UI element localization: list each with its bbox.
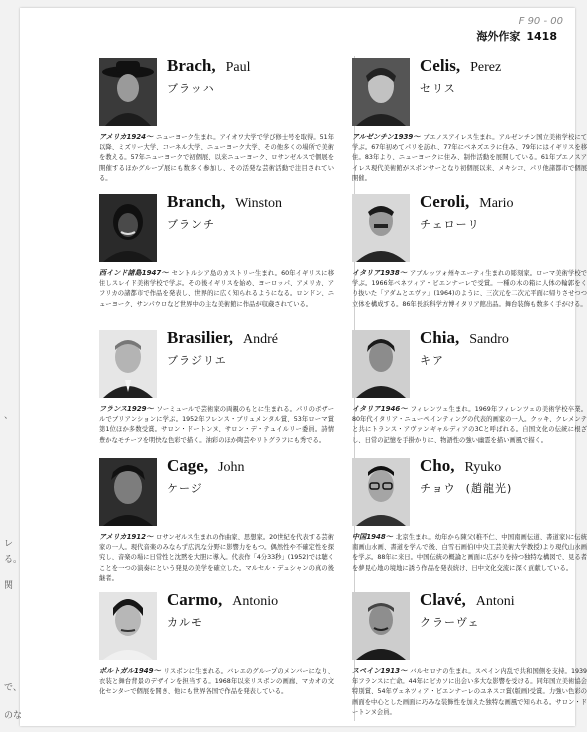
artist-bio-text: ブエノスアイレス生まれ。アルゼンチン国立美術学校にて学ぶ。67年初めてパリを訪れ、77年にベネズエラに住み、79年にはイギリスを移住。83年より、ニューヨークに住み、制作活動を展開している。61年ブエノスアイレス現代美術館がスポンサーとなり初個展以来、メキシコ、パリ他諸都市で個展開催。	[352, 134, 587, 182]
artist-bio-text: アブルッツォ州キエーティ生まれの彫刻家。ローマ美術学校で学ぶ。1966年ベネツィア・ビエンナーレで受賞。一種の木の箱に人体の輪郭をくり抜いた「アダムとエヴァ」(1964)のように、三次元を二次元平面に帰りさせつつ立体を構成する。86年長浜科学方博イタリア館出品。舞台装飾も数多く手がける。	[352, 270, 587, 308]
margin-note: のな	[4, 711, 23, 721]
artist-entry-chia	[352, 330, 587, 466]
artist-portrait	[352, 58, 410, 126]
artist-origin: アメリカ1912〜	[99, 533, 154, 541]
artist-entry-carmo	[99, 592, 334, 728]
artist-bio-text: リスボンに生まれる。バレエのグループのメンバーになり、衣装と舞台背景のデザインを担当する。1968年以来リスボンの画廊、マカオの文化センターで個展を開き、他にも世界各国で作品を発表している。	[99, 668, 334, 696]
artist-origin: ポルトガル1949〜	[99, 667, 161, 675]
artist-kana: キア	[420, 354, 444, 367]
artist-kana: チェローリ	[420, 218, 480, 231]
artist-bio-text: ロサンゼルス生まれの作曲家、思想家。20世紀を代表する芸術家の一人。現代音楽のみならず広汎な分野に影響力をもつ。偶然性や不確定性を探究し、音楽の場に日常性と沈黙を大胆に導入。代表作「4分33秒」(1952)では聴くことを一つの演奏にという発見の美学を確立した。マルセル・デュシャンの真の後継者。	[99, 534, 334, 582]
artist-portrait	[99, 458, 157, 526]
artist-bio-text: セントルシア島のカストリー生まれ。60年イギリスに移住しスレイド美術学校で学ぶ。その後イギリスを始め、ヨーロッパ、アメリカ、アフリカの諸都市で作品を発表し、世界的に広く知られるようになる。ロンドン、ニューヨーク、サンパウロなど世界中の主な美術館に作品が収蔵されている。	[99, 270, 335, 308]
artist-surname: Ceroli,	[420, 192, 470, 211]
artist-origin: アルゼンチン1939〜	[352, 133, 421, 141]
artist-bio	[99, 404, 334, 446]
artist-surname: Chia,	[420, 328, 460, 347]
artist-surname: Brach,	[167, 56, 216, 75]
artist-surname: Brasilier,	[167, 328, 233, 347]
artist-surname: Cage,	[167, 456, 209, 475]
artist-surname: Cho,	[420, 456, 455, 475]
artist-name	[420, 328, 587, 368]
artist-kana: ブラッハ	[167, 82, 215, 95]
artist-given-name: John	[218, 460, 245, 475]
artist-bio	[99, 268, 334, 310]
artist-bio-text: ソーミュールで芸術家の両親のもとに生まれる。パリのボザールでブリアンションに学ぶ。1952年フレンス・ブリュメンタル賞、53年ローマ賞第1位ほか多数受賞。サロン・ドートンヌ、サロン・デ・テュイルリー委員。詩情豊かなモチーフを明快な色彩で描く。油彩のほか陶芸やリトグラフにも秀でる。	[99, 406, 334, 444]
artist-given-name: Perez	[470, 60, 502, 75]
artist-origin: イタリア1946〜	[352, 405, 408, 413]
artist-surname: Carmo,	[167, 590, 223, 609]
artist-entry-clave	[352, 592, 587, 728]
artist-origin: フランス1929〜	[99, 405, 154, 413]
artist-given-name: Winston	[235, 196, 282, 211]
artist-surname: Branch,	[167, 192, 226, 211]
document-page	[4, 8, 587, 726]
artist-bio	[352, 532, 587, 574]
artist-bio-text: フィレンツェ生まれ。1969年フィレンツェの美術学校卒業。80年代イタリア・ニューペインティングの代表的画家の一人。クッキ、クレメンテと共にトランス・アヴァンギャルディアの3Cと呼ばれる。自国文化の伝統に根ざし、日常の記憶を手掛かりに、物語性の強い幽霊を描い画風で描く。	[352, 406, 587, 444]
artist-bio-text: ニューヨーク生まれ。アイオワ大学で学び修士号を取得。51年以降、ミズリー大学、コーネル大学、ニューヨーク大学、その他多くの場所で美術を教える。57年ニューヨークで初個展、以来ニューヨーク、ロサンゼルスで個展を開催するほかグループ展にも数多く参加し、その活発な芸術活動で注目されている。	[99, 134, 334, 182]
artist-name	[167, 328, 339, 368]
artist-name	[420, 456, 587, 496]
artist-kana: ケージ	[167, 482, 203, 495]
artist-kana: カルモ	[167, 616, 203, 629]
artist-given-name: Sandro	[469, 332, 509, 347]
artist-bio	[352, 404, 587, 446]
artist-given-name: Paul	[225, 60, 251, 75]
artist-portrait	[352, 592, 410, 660]
artist-portrait	[99, 592, 157, 660]
artist-kana: ブランチ	[167, 218, 215, 231]
artist-kana: ブラジリエ	[167, 354, 227, 367]
margin-note: レ	[4, 539, 14, 549]
artist-bio	[352, 268, 587, 310]
artist-entry-cage	[99, 458, 334, 594]
artist-given-name: André	[242, 332, 278, 347]
margin-note: 、	[4, 411, 14, 421]
artist-origin: スペイン1913〜	[352, 667, 408, 675]
artist-name	[420, 192, 587, 232]
artist-bio-text: バルセロナの生まれ。スペイン内乱で共和国側を支持。1939年フランスに亡命。44年にピカソに出会い多大な影響を受ける。同年国立美術協会特別賞、54年ヴェネツィア・ビエンナーレのユネスコ賞(版画)受賞。力強い色彩の画面を中心とした画面に巧みな装飾性を加えた独特な画風で知られる。サロン・ドートンヌ会員。	[352, 668, 587, 716]
artist-name	[420, 590, 587, 630]
running-header	[476, 28, 557, 44]
artist-entry-branch	[99, 194, 334, 330]
margin-note: 関	[4, 581, 14, 591]
artist-kana: セリス	[420, 82, 456, 95]
artist-origin: 西インド諸島1947〜	[99, 269, 169, 277]
artist-bio	[352, 666, 587, 718]
margin-note: で、	[4, 683, 22, 693]
artist-kanji: (趙龍光)	[465, 482, 513, 495]
artist-bio	[352, 132, 587, 184]
artist-bio	[99, 532, 334, 584]
artist-given-name: Antoni	[475, 594, 515, 609]
artist-entry-brach	[99, 58, 334, 194]
artist-name	[167, 192, 339, 232]
artist-name	[167, 56, 339, 96]
artist-name	[420, 56, 587, 96]
page-number: 1418	[526, 30, 557, 43]
artist-portrait	[99, 58, 157, 126]
artist-bio	[99, 666, 334, 698]
artist-surname: Clavé,	[420, 590, 466, 609]
artist-kana: チョウ	[420, 482, 456, 495]
artist-given-name: Mario	[479, 196, 514, 211]
artist-given-name: Ryuko	[464, 460, 502, 475]
artist-entry-celis	[352, 58, 587, 194]
artist-entry-cho	[352, 458, 587, 594]
margin-note: る。	[4, 555, 23, 565]
artist-portrait	[352, 194, 410, 262]
artist-surname: Celis,	[420, 56, 461, 75]
artist-portrait	[352, 458, 410, 526]
artist-origin: イタリア1938〜	[352, 269, 407, 277]
artist-kana: クラーヴェ	[420, 616, 480, 629]
artist-name	[167, 456, 339, 496]
artist-given-name: Antonio	[232, 594, 279, 609]
artist-portrait	[352, 330, 410, 398]
artist-portrait	[99, 194, 157, 262]
artist-entry-ceroli	[352, 194, 587, 330]
artist-portrait	[99, 330, 157, 398]
section-title: 海外作家	[476, 30, 521, 43]
artist-origin: アメリカ1924〜	[99, 133, 154, 141]
artist-name	[167, 590, 339, 630]
artist-entry-brasilier	[99, 330, 334, 466]
artist-origin: 中国1948〜	[352, 533, 393, 541]
artist-bio	[99, 132, 334, 184]
handwritten-note: F 90 - 00	[518, 16, 563, 27]
artist-bio-text: 北京生まれ。幼年から陳父(稚不仁、中国南画伝道、書道家)に伝統南画山水画、書道を学んで後、白雪石画伯(中央工芸美術大学教授)より現代山水画を学ぶ。88年に来日。中国伝統の概論と画面に広がりを持つ独特な構図で、見る者を夢見心地の境地に誘う作品を発表続け、日中文化交流に深く貢献している。	[352, 534, 587, 572]
